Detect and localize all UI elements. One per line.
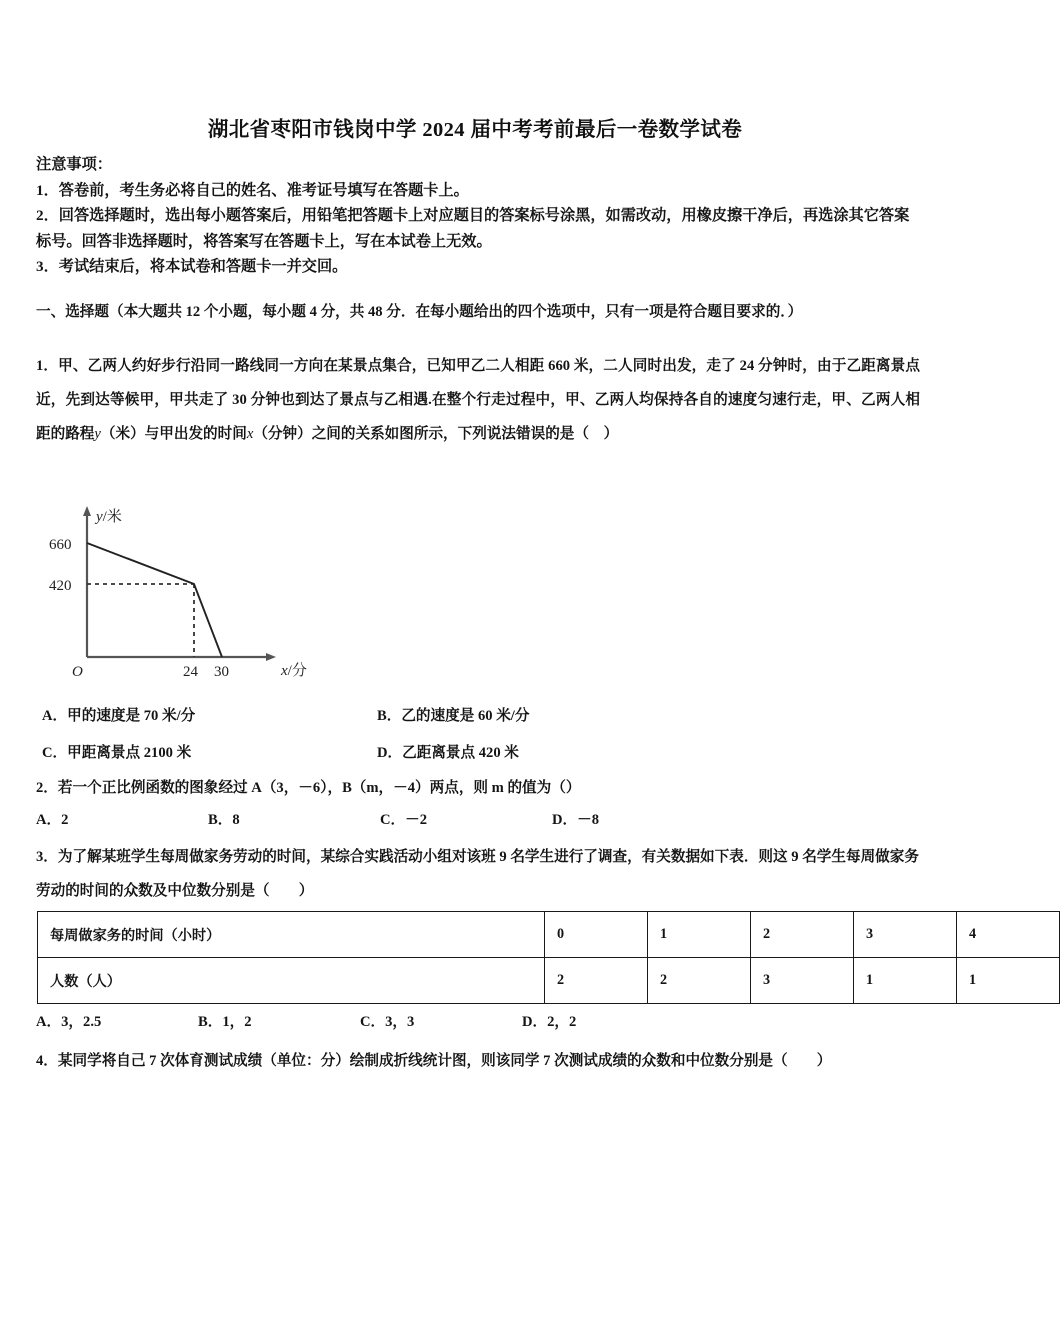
table-cell-count-2: 3: [751, 958, 854, 1004]
y-axis-arrow: [83, 506, 91, 516]
distance-time-line-chart: [40, 494, 340, 694]
notice-item-1: 1．答卷前，考生务必将自己的姓名、准考证号填写在答题卡上。: [36, 181, 469, 199]
x-axis-label: x/分: [281, 663, 307, 679]
question-3: [36, 840, 920, 908]
question-2: [36, 776, 920, 800]
x-axis-arrow: [266, 653, 276, 661]
notice-heading: 注意事项：: [36, 156, 112, 173]
question-1-options-row-1: [42, 704, 742, 741]
y-axis-label: y/米: [96, 509, 122, 525]
table-cell-hours-3: 3: [854, 912, 957, 958]
question-1-text-part3: （分钟）之间的关系如图所示，下列说法错误的是（ ）: [253, 426, 619, 442]
question-4: [36, 1044, 920, 1078]
question-3-option-c[interactable]: C．3，3: [360, 1014, 415, 1030]
question-1-option-c[interactable]: C．甲距离景点 2100 米: [42, 745, 192, 761]
y-tick-420: 420: [49, 578, 72, 594]
question-3-data-table: [37, 911, 1060, 1004]
table-cell-count-1: 2: [648, 958, 751, 1004]
section-heading-multiple-choice: 一、选择题（本大题共 12 个小题，每小题 4 分，共 48 分．在每小题给出的四个选项中，只有一项是符合题目要求的．）: [36, 304, 803, 320]
table-row: [38, 912, 1060, 958]
notice-block: [36, 152, 920, 280]
question-2-number: 2．: [36, 780, 58, 796]
question-1-variable-y: y: [94, 426, 101, 442]
question-2-options: [36, 808, 736, 829]
question-1-options: [42, 704, 742, 778]
x-tick-30: 30: [214, 664, 229, 680]
data-series-line: [87, 543, 222, 657]
question-1-figure: [40, 494, 340, 694]
question-2-option-d[interactable]: D．－8: [552, 812, 600, 828]
x-tick-24: 24: [183, 664, 198, 680]
question-3-options: [36, 1010, 696, 1031]
question-1-option-b[interactable]: B．乙的速度是 60 米/分: [377, 708, 530, 724]
question-3-number: 3．: [36, 849, 58, 865]
question-3-option-b[interactable]: B．1，2: [198, 1014, 252, 1030]
question-1-variable-x: x: [246, 426, 254, 442]
question-1-number: 1．: [36, 358, 59, 374]
question-2-option-a[interactable]: A．2: [36, 812, 69, 828]
page-title: 湖北省枣阳市钱岗中学 2024 届中考考前最后一卷数学试卷: [207, 119, 743, 141]
question-2-text: 若一个正比例函数的图象经过 A（3，－6），B（m，－4）两点，则 m 的值为（）: [57, 780, 581, 796]
table-cell-count-3: 1: [854, 958, 957, 1004]
question-2-option-c[interactable]: C．－2: [380, 812, 428, 828]
table-row: [38, 958, 1060, 1004]
table-cell-hours-0: 0: [545, 912, 648, 958]
question-4-number: 4．: [36, 1053, 58, 1069]
question-1-options-row-2: [42, 741, 742, 778]
y-tick-660: 660: [49, 537, 72, 553]
table-cell-hours-2: 2: [751, 912, 854, 958]
origin-label: O: [72, 664, 83, 680]
table-cell-hours-4: 4: [957, 912, 1060, 958]
question-3-option-a[interactable]: A．3，2.5: [36, 1014, 102, 1030]
table-row-label-count: 人数（人）: [38, 958, 545, 1004]
question-3-text: 为了解某班学生每周做家务劳动的时间，某综合实践活动小组对该班 9 名学生进行了调查，有关数据如下表．则这 9 名学生每周做家务劳动的时间的众数及中位数分别是（ ）: [36, 849, 919, 899]
question-1-option-a[interactable]: A．甲的速度是 70 米/分: [42, 708, 196, 724]
question-3-option-d[interactable]: D．2，2: [522, 1014, 577, 1030]
notice-item-2: 2．回答选择题时，选出每小题答案后，用铅笔把答题卡上对应题目的答案标号涂黑，如需改动，用橡皮擦干净后，再选涂其它答案标号。回答非选择题时，将答案写在答题卡上，写在本试卷上无效。: [36, 207, 910, 250]
table-cell-count-0: 2: [545, 958, 648, 1004]
table-row-label-hours: 每周做家务的时间（小时）: [38, 912, 545, 958]
question-2-option-b[interactable]: B．8: [208, 812, 240, 828]
question-1-text-part1: 甲、乙两人约好步行沿同一路线同一方向在某景点集合，已知甲乙二人相距 660 米，二人同时出发，走了 24 分钟时，由于乙距离景点近，先到达等候甲，甲共走了 30 分钟也到达了景点与乙相遇.在整个行走过程中，甲、乙两人均保持各自的速度匀速行走，甲、乙两人相距的路程: [36, 358, 920, 442]
question-1: [36, 349, 920, 451]
question-1-option-d[interactable]: D．乙距离景点 420 米: [377, 745, 519, 761]
table-cell-count-4: 1: [957, 958, 1060, 1004]
question-4-text: 某同学将自己 7 次体育测试成绩（单位：分）绘制成折线统计图，则该同学 7 次测试成绩的众数和中位数分别是（ ）: [57, 1053, 832, 1069]
question-1-text-part2: （米）与甲出发的时间: [100, 426, 247, 442]
notice-item-3: 3．考试结束后，将本试卷和答题卡一并交回。: [36, 258, 348, 275]
table-cell-hours-1: 1: [648, 912, 751, 958]
